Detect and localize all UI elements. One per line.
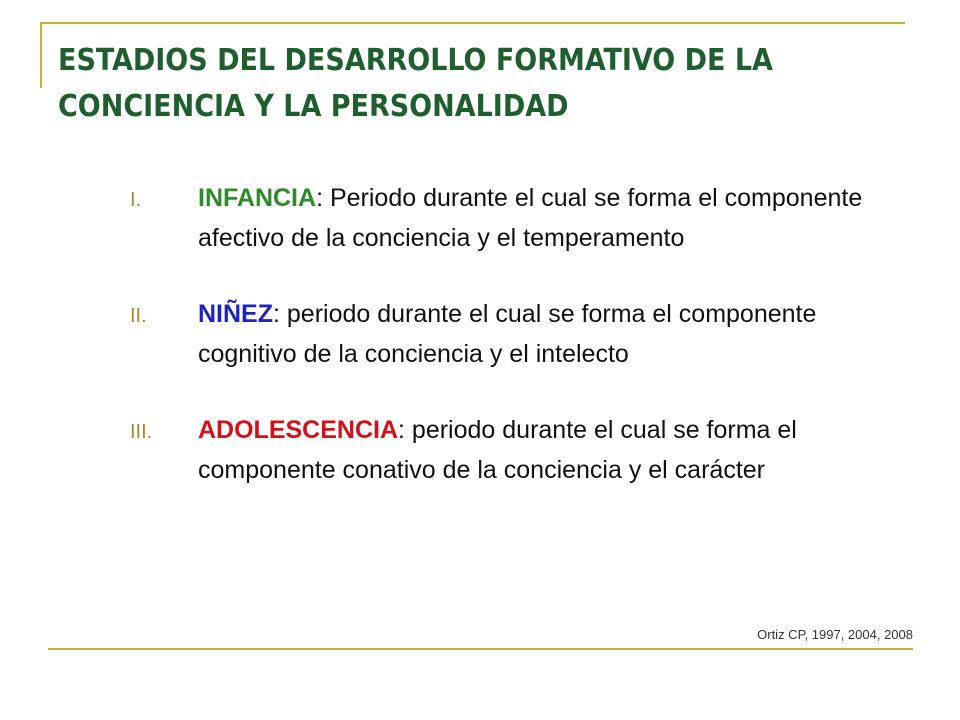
stage-term: INFANCIA	[198, 184, 317, 212]
list-item	[130, 294, 890, 374]
list-item	[130, 410, 890, 490]
list-item	[130, 178, 890, 258]
stage-term: NIÑEZ	[198, 300, 273, 328]
list-numeral: III.	[130, 421, 153, 443]
stage-description: periodo durante el cual se forma el componente conativo de la conciencia y el carácter	[198, 416, 797, 484]
left-rule	[40, 22, 42, 88]
top-rule	[40, 22, 905, 24]
list-numeral: II.	[130, 305, 147, 327]
stage-description: periodo durante el cual se forma el componente cognitivo de la conciencia y el intelecto	[198, 300, 817, 368]
stage-term: ADOLESCENCIA	[198, 416, 399, 444]
list-numeral: I.	[130, 189, 142, 211]
stages-list	[130, 178, 890, 490]
term-separator: :	[316, 184, 324, 212]
term-separator: :	[273, 300, 280, 328]
source-citation: Ortiz CP, 1997, 2004, 2008	[757, 627, 913, 642]
title-line-2: CONCIENCIA Y LA PERSONALIDAD	[58, 89, 569, 124]
stage-description: Periodo durante el cual se forma el componente afectivo de la conciencia y el temperamento	[198, 184, 863, 252]
title-line-1: ESTADIOS DEL DESARROLLO FORMATIVO DE LA	[58, 43, 773, 78]
bottom-rule	[48, 648, 913, 650]
term-separator: :	[398, 416, 405, 444]
slide-title	[58, 38, 898, 130]
